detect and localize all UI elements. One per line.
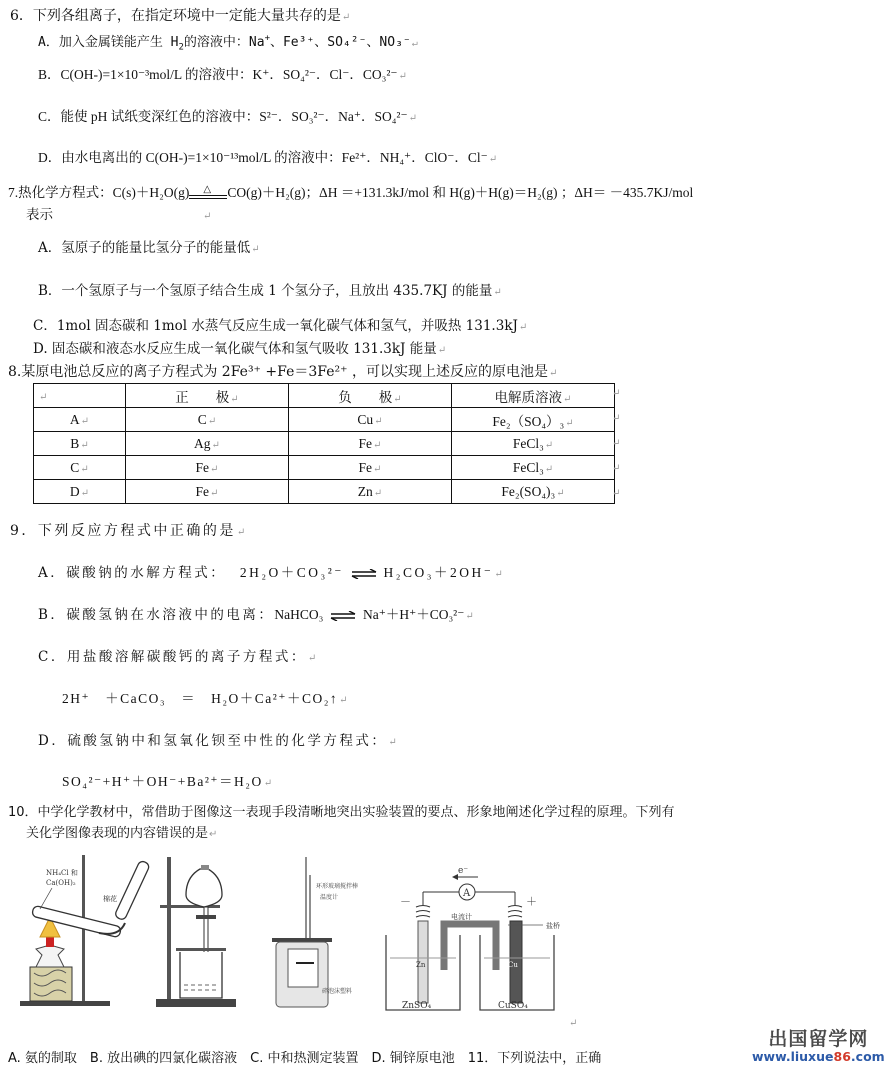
paragraph-mark: ↵: [569, 1018, 578, 1029]
table-row: [34, 456, 615, 480]
table-cell: B↵: [34, 432, 126, 456]
figure-d-znso4-label: ZnSO₄: [402, 1001, 432, 1011]
q9-option-d-equation: SO₄²⁻+H⁺＋OH⁻+Ba²⁺＝H₂O↵: [62, 774, 274, 789]
question-7-stem-line2: 表示 ↵: [26, 207, 212, 223]
figure-captions: A. 氨的制取 B. 放出碘的四氯化碳溶液 C. 中和热测定装置 D. 铜锌原电池 11．下列说法中，正确: [8, 1051, 602, 1066]
q6-option-b: B．C(OH-)=1×10⁻³mol/L 的溶液中：K⁺．SO₄²⁻．Cl⁻．CO₃²⁻↵: [38, 67, 407, 82]
q7-option-b: B．一个氢原子与一个氢原子结合生成 1 个氢分子，且放出 435.7KJ 的能量↵: [38, 283, 502, 299]
figure-a-label-reagents-2: Ca(OH)₂: [46, 879, 76, 887]
table-cell: A↵: [34, 408, 126, 432]
watermark-title: 出国留学网: [768, 1028, 869, 1050]
table-cell: FeCl₃↵: [452, 432, 615, 456]
figure-copper-zinc-cell: [378, 855, 578, 1020]
figure-c-label-thermometer: 温度计: [320, 894, 339, 901]
table-header-row: [34, 384, 615, 408]
table-row: [34, 432, 615, 456]
question-7-stem: 7.热化学方程式：C(s)＋H₂O(g) △ CO(g)＋H₂(g)；ΔH ＝+131.3kJ/mol 和 H(g)＋H(g)＝H₂(g) ；ΔH＝ －435.7KJ/mol: [8, 183, 694, 200]
ammeter-icon: A: [463, 888, 471, 899]
q7-option-a: A．氢原子的能量比氢分子的能量低↵: [38, 240, 260, 256]
table-cell: C↵: [34, 456, 126, 480]
q9-option-a: A．碳酸钠的水解方程式： 2H₂O＋CO₃²⁻ H₂CO₃＋2OH⁻↵: [38, 565, 506, 581]
heating-equals-sign: △: [189, 187, 227, 201]
question-8-stem: 8.某原电池总反应的离子方程式为 2Fe³⁺ +Fe＝3Fe²⁺ ，可以实现上述反应的原电池是↵: [8, 364, 558, 380]
q6-option-c: C．能使 pH 试纸变深红色的溶液中：S²⁻．SO₃²⁻．Na⁺．SO₄²⁻↵: [38, 109, 417, 124]
table-cell: Fe₂（SO₄）₃↵: [452, 408, 615, 432]
row-end-mark: ↵: [612, 438, 621, 449]
question-10-stem: 10．中学化学教材中，常借助于图像这一表现手段清晰地突出实验装置的要点、形象地阐述化学过程的原理。下列有: [8, 805, 675, 820]
q7-option-d: D. 固态碳和液态水反应生成一氧化碳气体和氢气吸收 131.3kJ 能量↵: [33, 341, 447, 357]
galvanic-cell-table: [33, 383, 615, 504]
table-row: [34, 480, 615, 504]
negative-sign: －: [400, 895, 411, 908]
question-6-stem: 6．下列各组离子，在指定环境中一定能大量共存的是↵: [10, 8, 351, 24]
table-cell: Cu↵: [289, 408, 452, 432]
figure-d-cu-label: Cu: [508, 961, 518, 969]
table-cell: Fe₂(SO₄)₃↵: [452, 480, 615, 504]
figure-separatory-funnel: [150, 855, 260, 1020]
table-header: 电解质溶液↵: [452, 384, 615, 408]
figure-collecting-tube: [95, 855, 155, 955]
q9-option-b: B．碳酸氢钠在水溶液中的电离：NaHCO₃ Na⁺＋H⁺＋CO₃²⁻↵: [38, 607, 477, 623]
row-end-mark: ↵: [612, 488, 621, 499]
figure-d-ammeter-label: 电流计: [451, 913, 472, 921]
question-10-stem-line2: 关化学图像表现的内容错误的是↵: [26, 826, 218, 841]
table-cell: D↵: [34, 480, 126, 504]
watermark-url: www.liuxue86.com: [752, 1049, 885, 1064]
table-header: ↵: [34, 384, 126, 408]
figure-c-label-foam: 碎泡沫塑料: [322, 988, 353, 995]
figure-calorimeter: [268, 855, 373, 1020]
figure-d-electron-label: e⁻: [458, 866, 469, 876]
table-header: 正 极↵: [126, 384, 289, 408]
table-row: [34, 408, 615, 432]
reversible-arrow-icon: [330, 611, 356, 621]
table-cell: Fe↵: [126, 480, 289, 504]
table-cell: Fe↵: [126, 456, 289, 480]
table-cell: Fe↵: [289, 432, 452, 456]
figure-a-label-reagents: NH₄Cl 和: [46, 869, 78, 877]
figure-d-salt-bridge-label: 盐桥: [546, 922, 560, 930]
table-header: 负 极↵: [289, 384, 452, 408]
figure-d-zn-label: Zn: [416, 961, 426, 969]
positive-sign: ＋: [526, 895, 537, 908]
figure-a-label-cotton: 棉花: [103, 895, 117, 903]
figure-c-label-stirrer: 环形玻璃搅拌棒: [316, 883, 359, 890]
row-end-mark: ↵: [612, 463, 621, 474]
figure-d-cuso4-label: CuSO₄: [498, 1001, 528, 1011]
q6-option-d: D．由水电离出的 C(OH-)=1×10⁻¹³mol/L 的溶液中：Fe²⁺．NH₄⁺．ClO⁻．Cl⁻↵: [38, 150, 498, 165]
q6-option-a: A．加入金属镁能产生 $H_2$的溶液中：Na+、Fe³⁺、SO₄²⁻、NO₃⁻↵: [38, 33, 418, 53]
q9-option-c-equation: 2H⁺ ＋CaCO₃ ＝ H₂O＋Ca²⁺＋CO₂↑↵: [62, 691, 350, 706]
reversible-arrow-icon: [351, 569, 377, 579]
table-cell: Ag↵: [126, 432, 289, 456]
row-end-mark: ↵: [612, 413, 621, 424]
table-cell: Fe↵: [289, 456, 452, 480]
q9-option-d: D．硫酸氢钠中和氢氧化钡至中性的化学方程式：↵: [38, 733, 400, 749]
watermark-logo: [752, 1028, 885, 1064]
row-end-mark: ↵: [612, 388, 621, 399]
q7-option-c: C．1mol 固态碳和 1mol 水蒸气反应生成一氧化碳气体和氢气，并吸热 131.3kJ↵: [33, 318, 528, 334]
question-9-stem: 9．下列反应方程式中正确的是↵: [10, 523, 248, 539]
table-cell: FeCl₃↵: [452, 456, 615, 480]
table-cell: C↵: [126, 408, 289, 432]
table-cell: Zn↵: [289, 480, 452, 504]
q9-option-c: C．用盐酸溶解碳酸钙的离子方程式：↵: [38, 649, 319, 665]
